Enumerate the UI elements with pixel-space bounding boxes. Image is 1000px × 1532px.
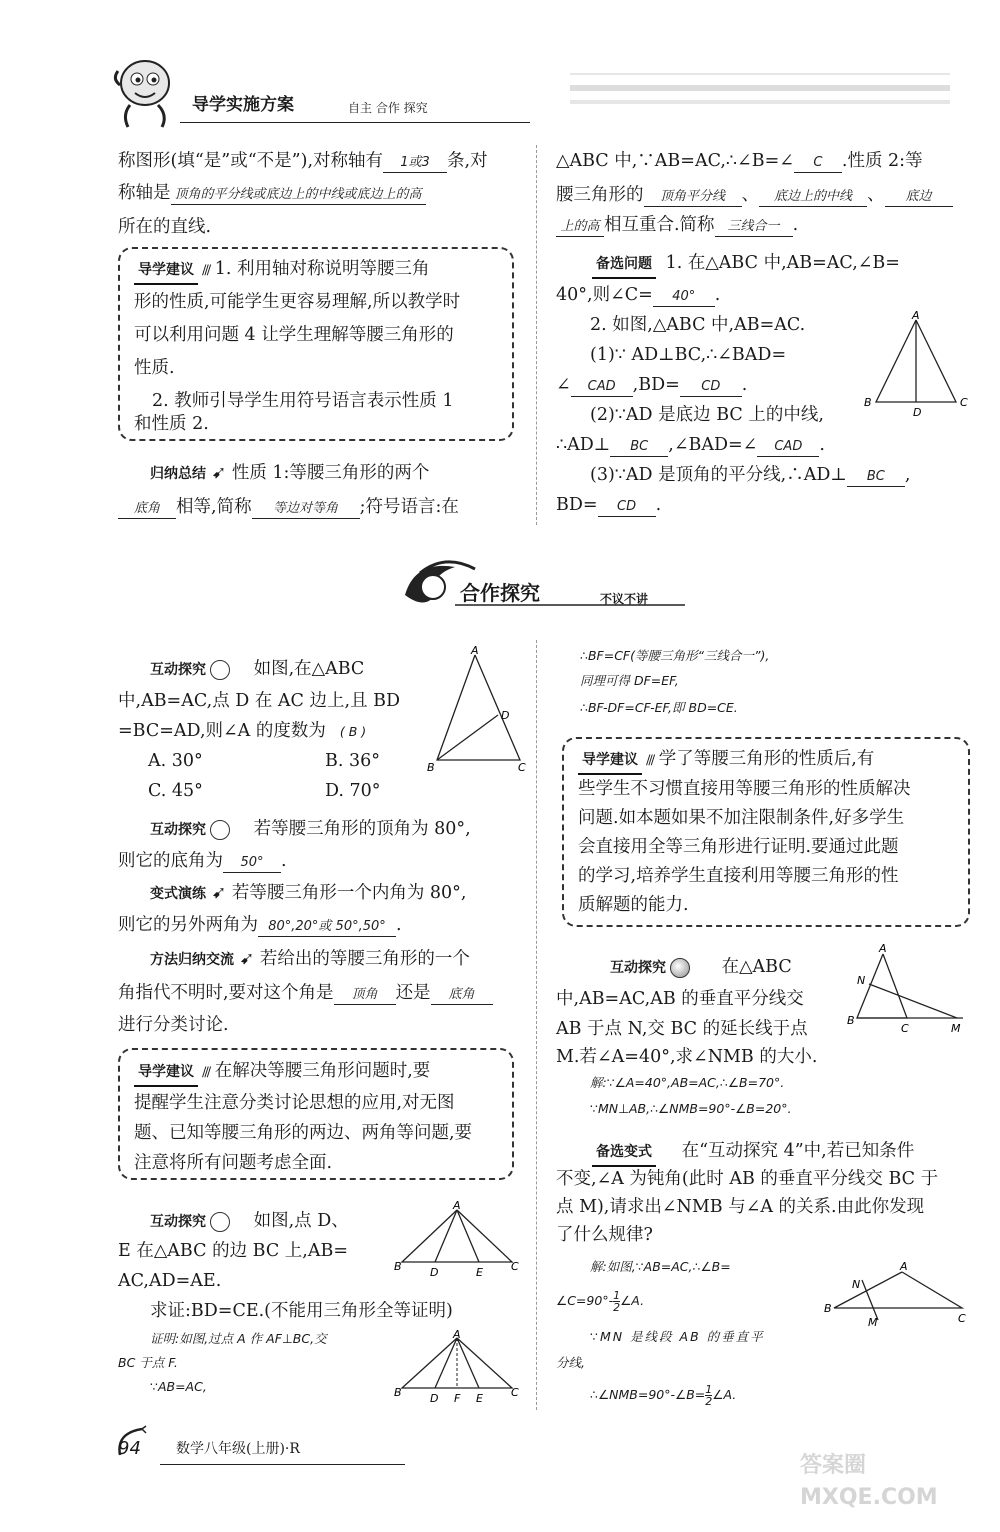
backup-question-line: ∴AD⊥ BC ,∠BAD=∠ CAD . <box>556 435 825 455</box>
guide-tip-line: 的学习,培养学生直接利用等腰三角形的性 <box>578 866 899 886</box>
footer-book-title: 数学八年级(上册)·R <box>176 1441 300 1457</box>
backup-question-line: BD= CD . <box>556 495 662 515</box>
solution-line: ∴∠NMB=90°-∠B= $\frac{1}{2}$ ∠A. <box>590 1383 737 1408</box>
backup-tag: 备选问题 <box>592 251 656 279</box>
vertex-label: A <box>912 310 920 322</box>
vertex-label: A <box>453 1330 461 1341</box>
guide-tip-line: 质解题的能力. <box>578 895 689 915</box>
vertex-label: C <box>511 1386 519 1399</box>
text-line: 上的高 相互重合.简称 三线合一 . <box>556 212 798 238</box>
triangle-figure-obtuse <box>822 1260 972 1332</box>
guide-tip-line: 导学建议 /// 1. 利用轴对称说明等腰三角 <box>134 256 429 285</box>
backup-question-line: (3)∵AD 是顶角的平分线,∴AD⊥ BC , <box>590 465 911 485</box>
answer-blank: 40° <box>653 288 715 307</box>
header-rule <box>180 122 530 123</box>
vertex-label: E <box>476 1266 483 1279</box>
guide-tip-line: 会直接用全等三角形进行证明.要通过此题 <box>578 837 899 857</box>
page-number: 94 <box>118 1438 141 1459</box>
answer-text: ( B ) <box>339 724 367 739</box>
option-a: A. 30° <box>148 751 203 771</box>
vertex-label: C <box>518 761 526 774</box>
answer-blank: 底边 <box>885 188 953 207</box>
summary-line: 底角 相等,简称 等边对等角 ;符号语言:在 <box>118 494 459 520</box>
answer-blank: 顶角 <box>334 986 396 1005</box>
exercise-line: 互动探究 如图,在△ABC <box>150 659 365 679</box>
vertex-label: B <box>394 1260 402 1273</box>
text-line: 所在的直线. <box>118 217 212 237</box>
guide-tip-line: 2. 教师引导学生用符号语言表示性质 1 <box>152 391 454 411</box>
exercise-line: 互动探究 若等腰三角形的顶角为 80°, <box>150 819 471 839</box>
proof-line: 证明:如图,过点 A 作 AF⊥BC,交 <box>150 1331 327 1346</box>
text-line: 称图形(填“是”或“不是”),对称轴有 1或3 条,对 <box>118 151 488 171</box>
triangle-figure-abcd <box>425 645 530 775</box>
header-title: 导学实施方案 <box>192 95 294 115</box>
vertex-label: A <box>453 1200 461 1212</box>
backup-tag: 备选变式 <box>592 1139 656 1167</box>
exercise-line: 中,AB=AC,AB 的垂直平分线交 <box>556 989 804 1009</box>
vertex-label: D <box>913 406 922 419</box>
answer-blank: 底角 <box>118 500 176 519</box>
answer-blank: 三线合一 <box>715 218 793 237</box>
triangle-figure-abdec <box>392 1200 522 1285</box>
variant-line: 变式演练 ➹ 若等腰三角形一个内角为 80°, <box>150 883 467 903</box>
footer-rule <box>160 1464 405 1465</box>
vertex-label: M <box>868 1316 878 1329</box>
vertex-label: E <box>476 1392 483 1405</box>
option-b: B. 36° <box>325 751 381 771</box>
solution-line: 解:∵∠A=40°,AB=AC,∴∠B=70°. <box>590 1075 785 1090</box>
vertex-label: F <box>454 1392 461 1405</box>
answer-blank: BC <box>847 468 905 487</box>
exercise-line: E 在△ABC 的边 BC 上,AB= <box>118 1241 348 1261</box>
guide-tip-line: 形的性质,可能学生更容易理解,所以教学时 <box>134 292 461 312</box>
backup-question-line: 备选问题 1. 在△ABC 中,AB=AC,∠B= <box>592 250 900 279</box>
method-tag: 方法归纳交流 <box>150 952 234 968</box>
number-circle-icon <box>670 958 690 978</box>
solution-line: ∵MN 是线段 AB 的垂直平 <box>590 1329 765 1344</box>
solution-line: ∠C=90°- $\frac{1}{2}$ ∠A. <box>556 1289 645 1314</box>
answer-blank: 上的高 <box>556 218 604 237</box>
section-subtitle: 不议不讲 <box>600 592 649 606</box>
summary-line: 归纳总结 ➹ 性质 1:等腰三角形的两个 <box>150 463 430 483</box>
summary-tag: 归纳总结 <box>150 466 206 482</box>
solution-line: 分线, <box>556 1355 585 1370</box>
text-line: 称轴是 顶角的平分线或底边上的中线或底边上的高 <box>118 180 426 206</box>
option-d: D. 70° <box>325 781 381 801</box>
solution-line: ∵MN⊥AB,∴∠NMB=90°-∠B=20°. <box>590 1101 792 1116</box>
vertex-label: M <box>951 1022 961 1035</box>
column-divider-bottom <box>536 640 537 1410</box>
exercise-tag: 互动探究 <box>610 960 666 976</box>
guide-tip-line: 些学生不习惯直接用等腰三角形的性质解决 <box>578 779 911 799</box>
vertex-label: N <box>852 1278 861 1291</box>
tip-tag: 导学建议 <box>578 747 642 775</box>
guide-tip-line: 导学建议 /// 在解决等腰三角形问题时,要 <box>134 1058 430 1087</box>
vertex-label: C <box>960 396 968 409</box>
backup-variant-line: 不变,∠A 为钝角(此时 AB 的垂直平分线交 BC 于 <box>556 1169 939 1189</box>
answer-blank: 80°,20°或 50°,50° <box>258 918 396 937</box>
backup-question-line: 40°,则∠C= 40° . <box>556 285 721 305</box>
proof-line: ∴BF=CF(等腰三角形“三线合一”), <box>580 648 770 663</box>
exercise-tag: 互动探究 <box>150 822 206 838</box>
guide-tip-line: 题、已知等腰三角形的两边、两角等问题,要 <box>134 1123 473 1143</box>
exercise-tag: 互动探究 <box>150 662 206 678</box>
tip-tag: 导学建议 <box>134 1059 198 1087</box>
proof-line: 同理可得 DF=EF, <box>580 673 679 688</box>
exercise-line: 则它的底角为 50° . <box>118 851 287 871</box>
backup-variant-line: 点 M),请求出∠NMB 与∠A 的关系.由此你发现 <box>556 1197 925 1217</box>
exercise-tag: 互动探究 <box>150 1214 206 1230</box>
method-line: 角指代不明时,要对这个角是 顶角 还是 底角 <box>118 980 493 1006</box>
option-c: C. 45° <box>148 781 203 801</box>
backup-question-line: (2)∵AD 是底边 BC 上的中线, <box>590 405 824 425</box>
number-circle-icon <box>210 820 230 840</box>
vertex-label: C <box>901 1022 909 1035</box>
exercise-line: 互动探究 如图,点 D、 <box>150 1211 349 1231</box>
number-circle-icon <box>210 660 230 680</box>
text-line: △ABC 中,∵AB=AC,∴∠B=∠ C .性质 2:等 <box>556 151 923 171</box>
vertex-label: C <box>958 1312 966 1325</box>
exercise-line: AB 于点 N,交 BC 的延长线于点 <box>556 1019 808 1039</box>
guide-tip-line: 问题.如本题如果不加注限制条件,好多学生 <box>578 808 905 828</box>
vertex-label: D <box>430 1266 439 1279</box>
tip-tag: 导学建议 <box>134 257 198 285</box>
vertex-label: A <box>900 1260 908 1273</box>
vertex-label: B <box>427 761 435 774</box>
number-circle-icon <box>210 1212 230 1232</box>
answer-blank: CD <box>598 498 656 517</box>
answer-blank: 等边对等角 <box>252 500 360 519</box>
guide-tip-line: 和性质 2. <box>134 414 209 434</box>
vertex-label: B <box>824 1302 832 1315</box>
proof-line: ∵AB=AC, <box>150 1379 207 1394</box>
exercise-line: =BC=AD,则∠A 的度数为 ( B ) <box>118 721 367 741</box>
answer-blank: C <box>794 154 842 173</box>
proof-line: ∴BF-DF=CF-EF,即 BD=CE. <box>580 700 738 715</box>
answer-blank: CAD <box>757 438 819 457</box>
guide-tip-line: 注意将所有问题考虑全面. <box>134 1153 333 1173</box>
vertex-label: D <box>430 1392 439 1405</box>
backup-variant-line: 备选变式 在“互动探究 4”中,若已知条件 <box>592 1138 914 1167</box>
variant-line: 则它的另外两角为 80°,20°或 50°,50° . <box>118 915 402 935</box>
vertex-label: C <box>511 1260 519 1273</box>
exercise-line: 互动探究 在△ABC <box>610 957 792 977</box>
answer-blank: 顶角的平分线或底边上的中线或底边上的高 <box>171 186 426 205</box>
exercise-line: AC,AD=AE. <box>118 1271 222 1291</box>
guide-tip-line: 提醒学生注意分类讨论思想的应用,对无图 <box>134 1093 455 1113</box>
header-deco <box>560 60 960 122</box>
triangle-figure-abd <box>856 310 976 420</box>
answer-blank: CD <box>680 378 742 397</box>
vertex-label: A <box>471 645 479 657</box>
section-banner <box>395 555 695 620</box>
vertex-label: D <box>501 709 510 722</box>
header-subtitle: 自主 合作 探究 <box>348 101 428 115</box>
backup-question-line: (1)∵ AD⊥BC,∴∠BAD= <box>590 345 787 365</box>
guide-tip-line: 性质. <box>134 358 175 378</box>
answer-blank: 顶角平分线 <box>644 188 742 207</box>
text-line: 腰三角形的 顶角平分线 、 底边上的中线 、 底边 <box>556 182 953 208</box>
column-divider-top <box>536 145 537 525</box>
triangle-figure-abdfec <box>392 1330 522 1410</box>
answer-blank: 底边上的中线 <box>759 188 867 207</box>
exercise-line: 求证:BD=CE.(不能用三角形全等证明) <box>150 1301 453 1321</box>
vertex-label: B <box>394 1386 402 1399</box>
answer-blank: BC <box>610 438 668 457</box>
mascot-logo <box>110 55 180 130</box>
method-line: 方法归纳交流 ➹ 若给出的等腰三角形的一个 <box>150 949 470 969</box>
guide-tip-line: 可以利用问题 4 让学生理解等腰三角形的 <box>134 325 454 345</box>
watermark: 答案圈 MXQE.COM <box>800 1453 938 1510</box>
answer-blank: 1或3 <box>383 154 447 173</box>
triangle-figure-anbcm <box>845 942 970 1042</box>
guide-tip-line: 导学建议 /// 学了等腰三角形的性质后,有 <box>578 746 874 775</box>
exercise-line: M.若∠A=40°,求∠NMB 的大小. <box>556 1047 818 1067</box>
backup-question-line: ∠ CAD ,BD= CD . <box>556 375 748 395</box>
vertex-label: B <box>847 1014 855 1027</box>
proof-line: BC 于点 F. <box>118 1355 178 1370</box>
answer-blank: CAD <box>571 378 633 397</box>
exercise-line: 中,AB=AC,点 D 在 AC 边上,且 BD <box>118 691 401 711</box>
variant-tag: 变式演练 <box>150 886 206 902</box>
backup-variant-line: 了什么规律? <box>556 1225 653 1245</box>
answer-blank: 50° <box>223 854 281 873</box>
method-line: 进行分类讨论. <box>118 1015 229 1035</box>
section-title: 合作探究 <box>460 581 540 605</box>
vertex-label: A <box>879 942 887 955</box>
solution-line: 解:如图,∵AB=AC,∴∠B= <box>590 1259 731 1274</box>
answer-blank: 底角 <box>431 986 493 1005</box>
vertex-label: N <box>857 974 866 987</box>
backup-question-line: 2. 如图,△ABC 中,AB=AC. <box>590 315 806 335</box>
vertex-label: B <box>864 396 872 409</box>
